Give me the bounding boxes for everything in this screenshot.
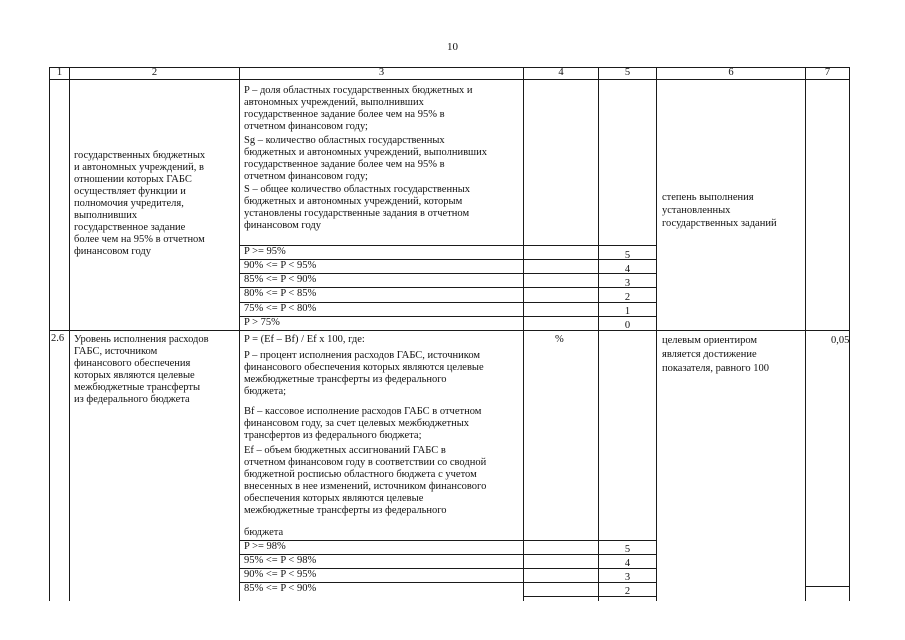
text-line: осуществляет функции и [74,186,186,197]
vline-c5 [656,67,657,601]
text-line: S – общее количество областных государственных [244,184,471,195]
text-line: показателя, равного 100 [662,363,769,374]
text-line: Уровень исполнения расходов [74,334,209,345]
text-line: отчетном финансовом году; [244,121,368,132]
text-line: финансовом году [74,246,152,257]
score-value: 4 [624,264,631,275]
header-col-2: 2 [151,67,158,78]
page-number: 10 [447,41,458,53]
text-line: P – процент исполнения расходов ГАБС, источником [244,350,481,361]
score-value: 5 [624,250,631,261]
text-line: P – доля областных государственных бюджетных и [244,85,473,96]
text-line: Sg – количество областных государственных [244,135,445,146]
range-line [239,245,657,246]
text-line: внесенных в нее изменений, источником финансового [244,481,487,492]
vline-c3 [523,67,524,601]
text-line: финансового обеспечения которых являются целевые [244,362,484,373]
rule-col7-end [805,586,850,587]
vline-c2 [239,67,240,601]
range-value: 85% <= P < 90% [244,274,317,285]
score-value: 0 [624,320,631,331]
text-line: бюджета; [244,386,287,397]
text-line: которых являются целевые [74,370,195,381]
text-line: ГАБС, источником [74,346,158,357]
header-col-5: 5 [624,67,631,78]
text-line: государственных заданий [662,218,777,229]
text-line: Ef – объем бюджетных ассигнований ГАБС в [244,445,446,456]
range-value: 80% <= P < 85% [244,288,317,299]
range-value: 75% <= P < 80% [244,303,317,314]
score-value: 3 [624,278,631,289]
range-value: 95% <= P < 98% [244,555,317,566]
score-value: 2 [624,292,631,303]
vline-right [849,67,850,601]
text-line: финансовом году, за счет целевых межбюджетных [244,418,470,429]
score-value: 4 [624,558,631,569]
range-value: P >= 98% [244,541,286,552]
text-line: межбюджетные трансферты [74,382,200,393]
text-line: целевым ориентиром [662,335,758,346]
text-line: финансовом году [244,220,322,231]
text-line: выполнивших [74,210,138,221]
vline-left [49,67,50,601]
score-value: 2 [624,586,631,597]
text-line: является достижение [662,349,757,360]
range-value: 90% <= P < 95% [244,260,317,271]
text-line: P = (Ef – Bf) / Ef x 100, где: [244,334,365,345]
text-line: обеспечения которых являются целевые [244,493,424,504]
text-line: отчетном финансовом году в соответствии со сводной [244,457,487,468]
vline-c6 [805,67,806,601]
unit-of-measure: % [555,334,564,345]
score-value: 1 [624,306,631,317]
header-col-3: 3 [378,67,385,78]
score-value: 5 [624,544,631,555]
range-line [239,540,657,541]
text-line: Bf – кассовое исполнение расходов ГАБС в отчетном [244,406,482,417]
text-line: финансового обеспечения [74,358,191,369]
text-line: бюджетной росписью областного бюджета с учетом [244,469,477,480]
range-line [239,316,657,317]
text-line: степень выполнения [662,192,754,203]
header-col-1: 1 [56,67,63,78]
text-line: отношении которых ГАБС [74,174,192,185]
range-value: 85% <= P < 90% [244,583,317,594]
text-line: из федерального бюджета [74,394,190,405]
range-value: P >= 95% [244,246,286,257]
text-line: государственных бюджетных [74,150,206,161]
text-line: государственное задание более чем на 95% в [244,109,445,120]
rule-header-bottom [49,79,850,80]
score-value: 3 [624,572,631,583]
row-number: 2.6 [51,333,65,344]
vline-c1 [69,67,70,601]
text-line: установленных [662,205,731,216]
header-col-4: 4 [558,67,564,78]
text-line: установлены государственные задания в отчетном [244,208,470,219]
text-line: трансфертов из федерального бюджета; [244,430,422,441]
range-value: P > 75% [244,317,280,328]
text-line: бюджета [244,527,284,538]
text-line: межбюджетные трансферты из федерального [244,505,447,516]
vline-c4 [598,67,599,601]
text-line: и автономных учреждений, в [74,162,204,173]
rule-row-divider [49,330,850,331]
text-line: государственное задание более чем на 95% в [244,159,445,170]
text-line: отчетном финансовом году; [244,171,368,182]
text-line: бюджетных и автономных учреждений, выполнивших [244,147,488,158]
weight-value: 0,05 [831,335,850,346]
text-line: бюджетных и автономных учреждений, которым [244,196,463,207]
text-line: более чем на 95% в отчетном [74,234,205,245]
text-line: государственное задание [74,222,186,233]
header-col-6: 6 [728,67,734,78]
header-col-7: 7 [824,67,831,78]
text-line: полномочия учредителя, [74,198,184,209]
text-line: межбюджетные трансферты из федерального [244,374,447,385]
text-line: автономных учреждений, выполнивших [244,97,424,108]
range-value: 90% <= P < 95% [244,569,317,580]
